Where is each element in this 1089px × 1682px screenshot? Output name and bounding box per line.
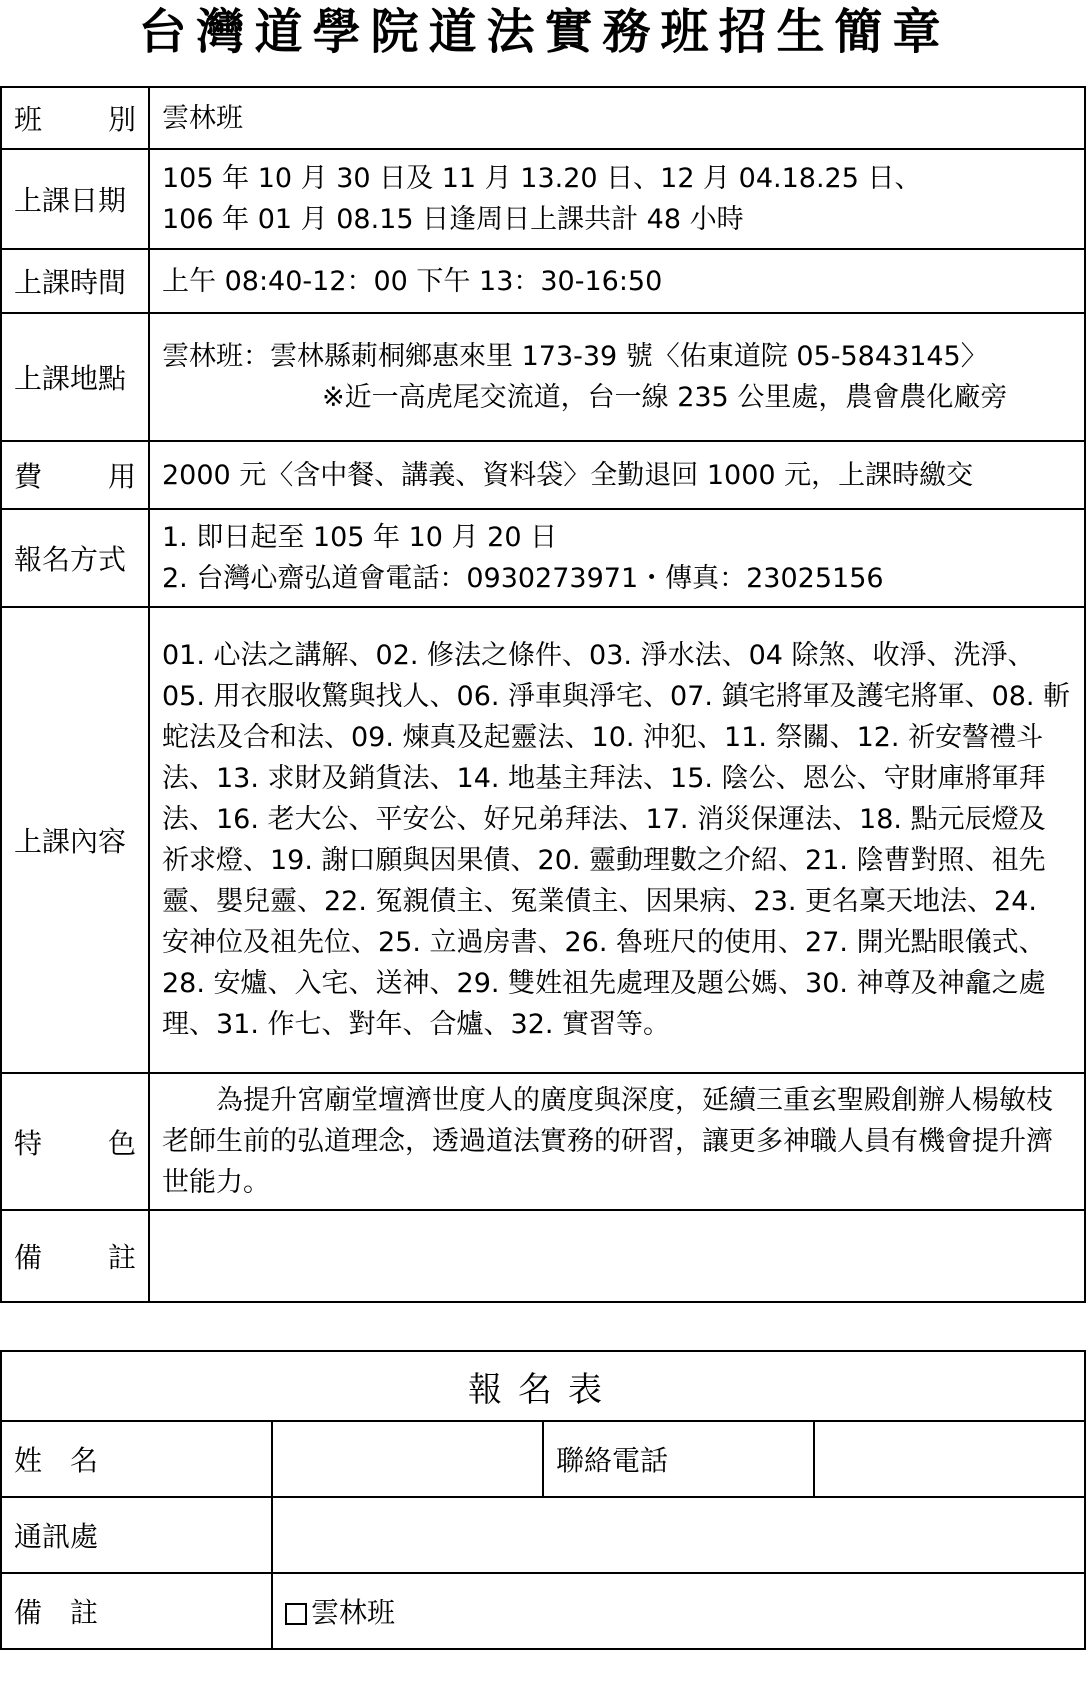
value-content: 01. 心法之講解、02. 修法之條件、03. 淨水法、04 除煞、收淨、洗淨、05. 用衣服收驚與找人、06. 淨車與淨宅、07. 鎮宅將軍及護宅將軍、08. 斬蛇法及合和法、09. 煉真及起靈法、10. 沖犯、11. 祭關、12. 祈安謷禮斗法、13. 求財及銷貨法、14. 地基主拜法、15. 陰公、恩公、守財庫將軍拜法、16. 老大公、平安公、好兄弟拜法、17. 消災保運法、18. 點元辰燈及祈求燈、19. 謝口願與因果債、20. 靈動理數之介紹、21. 陰曹對照、祖先靈、嬰兒靈、22. 冤親債主、冤業債主、因果病、23. 更名稟天地法、24. 安神位及祖先位、25. 立過房書、26. 魯班尺的使用、27. 開光點眼儀式、28. 安爐、入宅、送神、29. 雙姓祖先處理及題公媽、30. 神尊及神龕之處理、31. 作七、對年、合爐、32. 實習等。 — [149, 607, 1085, 1073]
info-table — [0, 86, 1086, 1303]
label-time: 上課時間 — [1, 249, 149, 313]
address-field[interactable] — [272, 1497, 1085, 1573]
label-signup: 報名方式 — [1, 509, 149, 607]
value-feature: 為提升宮廟堂壇濟世度人的廣度與深度，延續三重玄聖殿創辦人楊敏枝老師生前的弘道理念，透過道法實務的研習，讓更多神職人員有機會提升濟世能力。 — [149, 1073, 1085, 1210]
label-dates: 上課日期 — [1, 149, 149, 249]
value-dates: 105 年 10 月 30 日及 11 月 13.20 日、12 月 04.18.25 日、 106 年 01 月 08.15 日逢周日上課共計 48 小時 — [149, 149, 1085, 249]
name-field[interactable] — [272, 1421, 543, 1497]
form-row-remarks — [1, 1573, 1085, 1649]
value-location: 雲林班：雲林縣莿桐鄉惠來里 173-39 號〈佑東道院 05-5843145〉 ※近一高虎尾交流道，台一線 235 公里處，農會農化廠旁 — [149, 313, 1085, 441]
class-option-label: 雲林班 — [311, 1596, 396, 1629]
label-class: 班 別 — [1, 87, 149, 149]
label-fee: 費 用 — [1, 441, 149, 509]
phone-label: 聯絡電話 — [543, 1421, 814, 1497]
label-remarks: 備 註 — [1, 1210, 149, 1302]
phone-field[interactable] — [814, 1421, 1085, 1497]
row-remarks — [1, 1210, 1085, 1302]
value-signup: 1. 即日起至 105 年 10 月 20 日 2. 台灣心齋弘道會電話：0930273971・傳真：23025156 — [149, 509, 1085, 607]
row-fee — [1, 441, 1085, 509]
value-class: 雲林班 — [149, 87, 1085, 149]
name-label: 姓 名 — [1, 1421, 272, 1497]
form-row-name — [1, 1421, 1085, 1497]
row-content — [1, 607, 1085, 1073]
form-remarks-field — [272, 1573, 1085, 1649]
row-dates — [1, 149, 1085, 249]
label-location: 上課地點 — [1, 313, 149, 441]
label-feature: 特 色 — [1, 1073, 149, 1210]
form-header: 報名表 — [1, 1351, 1085, 1421]
value-time: 上午 08:40-12：00 下午 13：30-16:50 — [149, 249, 1085, 313]
row-class — [1, 87, 1085, 149]
form-remarks-label: 備 註 — [1, 1573, 272, 1649]
row-time — [1, 249, 1085, 313]
value-fee: 2000 元〈含中餐、講義、資料袋〉全勤退回 1000 元，上課時繳交 — [149, 441, 1085, 509]
form-header-row — [1, 1351, 1085, 1421]
class-checkbox[interactable] — [285, 1603, 307, 1625]
label-content: 上課內容 — [1, 607, 149, 1073]
row-location — [1, 313, 1085, 441]
address-label: 通訊處 — [1, 1497, 272, 1573]
registration-form — [0, 1350, 1086, 1650]
page-title: 台灣道學院道法實務班招生簡章 — [138, 4, 951, 60]
value-remarks — [149, 1210, 1085, 1302]
row-feature — [1, 1073, 1085, 1210]
form-row-address — [1, 1497, 1085, 1573]
row-signup — [1, 509, 1085, 607]
